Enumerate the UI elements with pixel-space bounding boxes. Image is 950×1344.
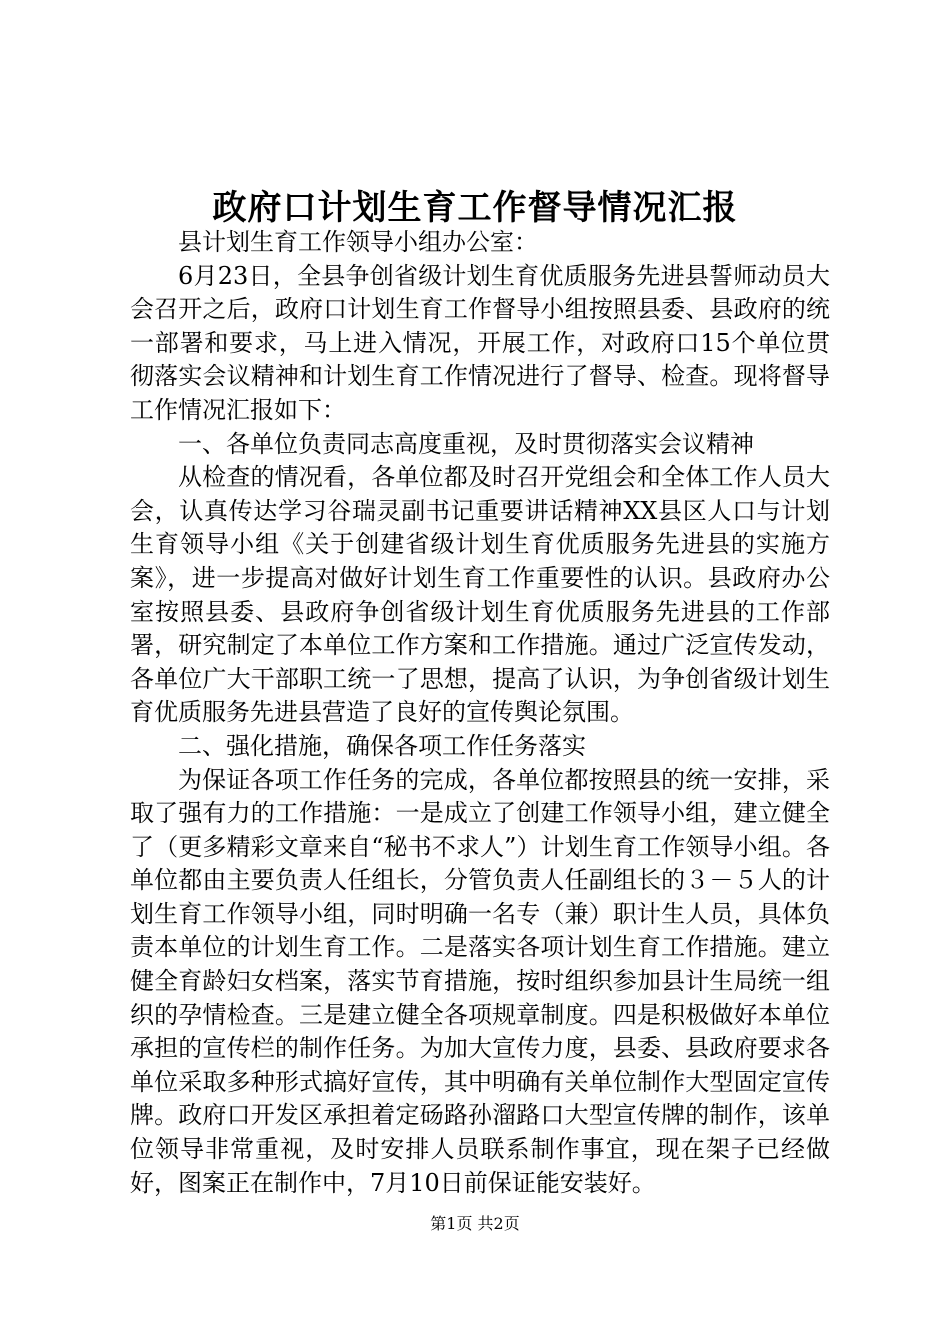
paragraph-section-2: 为保证各项工作任务的完成，各单位都按照县的统一安排，采取了强有力的工作措施：一是成立了创建工作领导小组，建立健全了（更多精彩文章来自“秘书不求人”）计划生育工作领导小组。各单位都由主要负责人任组长，分管负责人任副组长的３－５人的计划生育工作领导小组，同时明确一名专（兼）职计生人员，具体负责本单位的计划生育工作。二是落实各项计划生育工作措施。建立健全育龄妇女档案，落实节育措施，按时组织参加县计生局统一组织的孕情检查。三是建立健全各项规章制度。四是积极做好本单位承担的宣传栏的制作任务。为加大宣传力度，县委、县政府要求各单位采取多种形式搞好宣传，其中明确有关单位制作大型固定宣传牌。政府口开发区承担着定砀路孙溜路口大型宣传牌的制作，该单位领导非常重视，及时安排人员联系制作事宜，现在架子已经做好，图案正在制作中，7月10日前保证能安装好。: [130, 765, 830, 1197]
section-heading-2: 二、强化措施，确保各项工作任务落实: [178, 731, 586, 760]
paragraph-intro: 6月23日，全县争创省级计划生育优质服务先进县誓师动员大会召开之后，政府口计划生育工作督导小组按照县委、县政府的统一部署和要求，马上进入情况，开展工作，对政府口15个单位贯彻落实会议精神和计划生育工作情况进行了督导、检查。现将督导工作情况汇报如下：: [130, 261, 830, 424]
salutation: 县计划生育工作领导小组办公室：: [178, 228, 538, 256]
document-body: [130, 226, 830, 1200]
page-footer: 第1页 共2页: [430, 1214, 520, 1233]
paragraph-section-1: 从检查的情况看，各单位都及时召开党组会和全体工作人员大会，认真传达学习谷瑞灵副书记重要讲话精神XX县区人口与计划生育领导小组《关于创建省级计划生育优质服务先进县的实施方案》，进一步提高对做好计划生育工作重要性的认识。县政府办公室按照县委、县政府争创省级计划生育优质服务先进县的工作部署，研究制定了本单位工作方案和工作措施。通过广泛宣传发动，各单位广大干部职工统一了思想，提高了认识，为争创省级计划生育优质服务先进县营造了良好的宣传舆论氛围。: [130, 463, 830, 727]
document-title: 政府口计划生育工作督导情况汇报: [212, 188, 738, 228]
section-heading-1: 一、各单位负责同志高度重视，及时贯彻落实会议精神: [178, 429, 754, 458]
